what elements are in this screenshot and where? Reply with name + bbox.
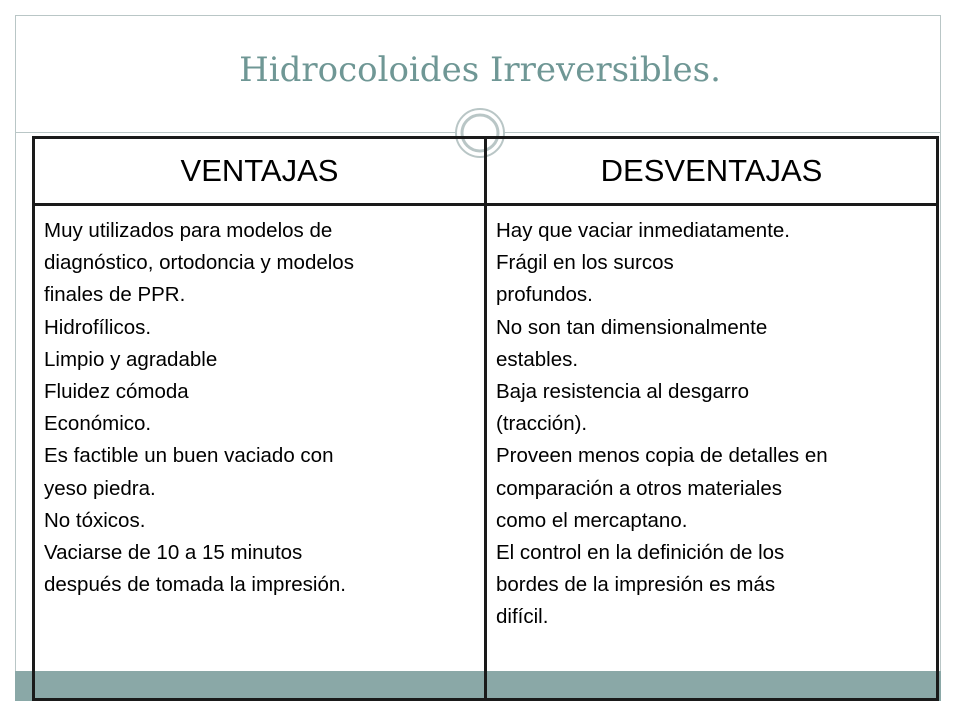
ventajas-line: después de tomada la impresión. xyxy=(44,573,346,597)
desventajas-line: El control en la definición de los xyxy=(496,541,785,565)
desventajas-line: Frágil en los surcos xyxy=(496,251,674,275)
header-ventajas: VENTAJAS xyxy=(34,138,486,205)
header-desventajas: DESVENTAJAS xyxy=(486,138,938,205)
ventajas-line: Es factible un buen vaciado con xyxy=(44,444,334,468)
desventajas-line: comparación a otros materiales xyxy=(496,476,782,500)
desventajas-line: (tracción). xyxy=(496,412,588,436)
desventajas-line: difícil. xyxy=(496,605,549,629)
ventajas-line: Económico. xyxy=(44,412,152,436)
ventajas-line: Hidrofílicos. xyxy=(44,315,152,339)
desventajas-line: Baja resistencia al desgarro xyxy=(496,380,749,404)
comparison-table xyxy=(32,136,939,701)
ventajas-line: Limpio y agradable xyxy=(44,347,218,371)
ventajas-cell xyxy=(34,205,486,700)
ventajas-line: No tóxicos. xyxy=(44,508,146,532)
ventajas-line: Vaciarse de 10 a 15 minutos xyxy=(44,541,303,565)
desventajas-line: No son tan dimensionalmente xyxy=(496,315,768,339)
ventajas-line: diagnóstico, ortodoncia y modelos xyxy=(44,251,354,275)
desventajas-cell xyxy=(486,205,938,700)
ventajas-line: Muy utilizados para modelos de xyxy=(44,219,333,242)
desventajas-line: estables. xyxy=(496,347,579,371)
table-row xyxy=(34,205,938,700)
ventajas-line: Fluidez cómoda xyxy=(44,380,189,404)
desventajas-line: como el mercaptano. xyxy=(496,508,688,532)
table-header-row xyxy=(34,138,938,205)
desventajas-line: profundos. xyxy=(496,283,593,307)
desventajas-line: bordes de la impresión es más xyxy=(496,573,776,597)
ventajas-line: yeso piedra. xyxy=(44,476,156,500)
slide-title: Hidrocoloides Irreversibles. xyxy=(239,50,721,90)
desventajas-line: Hay que vaciar inmediatamente. xyxy=(496,219,790,242)
desventajas-line: Proveen menos copia de detalles en xyxy=(496,444,828,468)
ventajas-line: finales de PPR. xyxy=(44,283,186,307)
